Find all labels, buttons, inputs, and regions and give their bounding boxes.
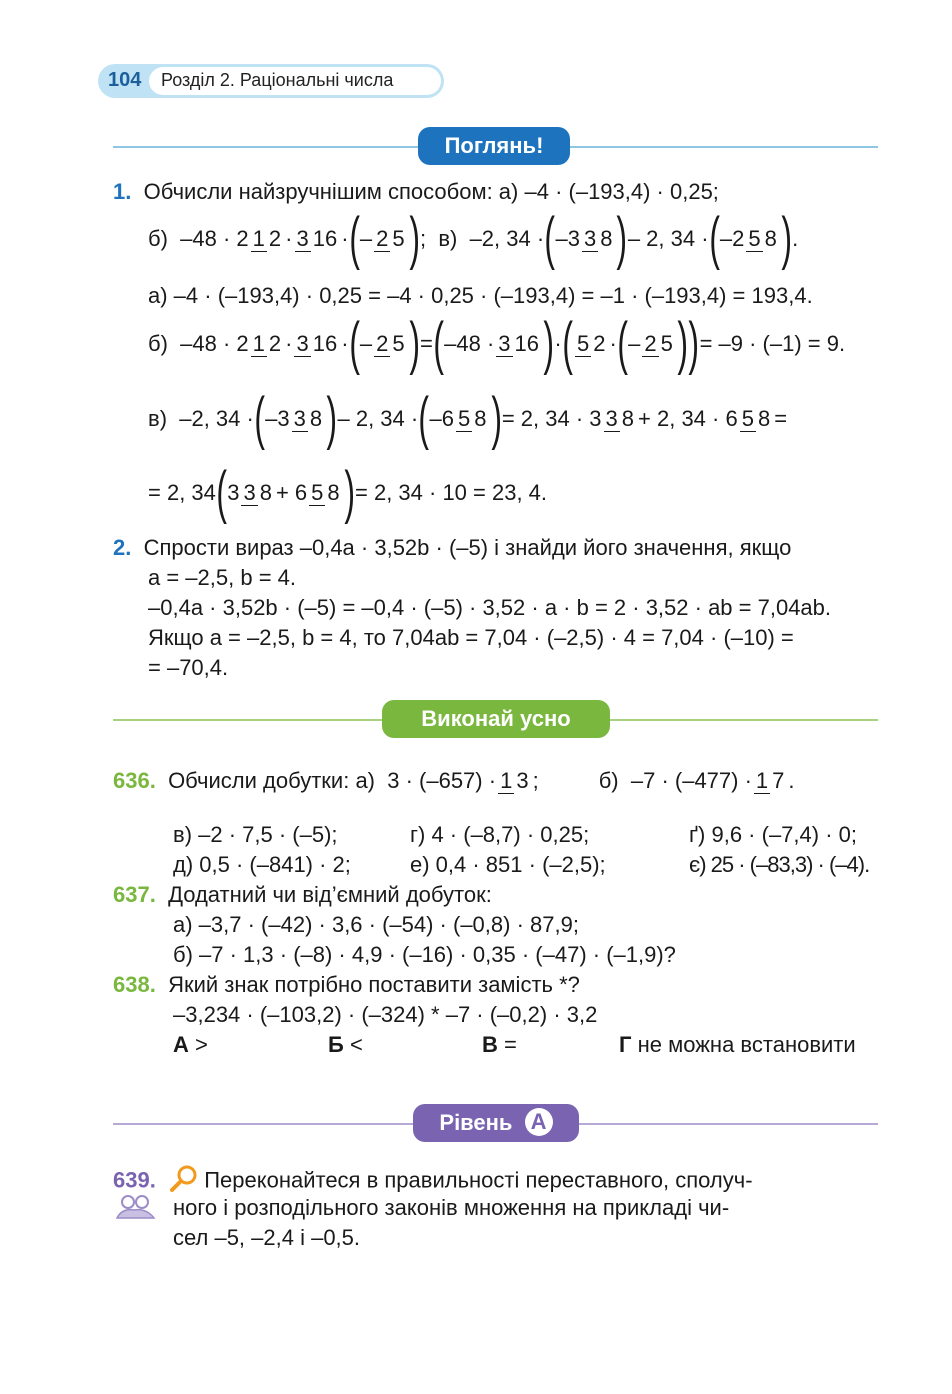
exercise-638-expression: –3,234 · (–103,2) · (–324) * –7 · (–0,2) · 3,2 (173, 1002, 598, 1027)
exercise-637-task: 637. Додатний чи від’ємний добуток: (113, 882, 492, 907)
exercise-number: 638. (113, 972, 156, 997)
section-level-title: Рівень А (413, 1104, 579, 1142)
exercise-number: 2. (113, 535, 132, 560)
exercise-637-b: б) –7 · 1,3 · (–8) · 4,9 · (–16) · 0,35 · (–47) · (–1,9)? (173, 942, 676, 967)
page-header (98, 64, 444, 98)
solution-v-2: = 2, 34 ( 3 3 8 + 6 5 8 ) = 2, 34 · 10 = 23, 4. (148, 460, 548, 525)
solution-b: б) –48 · 2 1 2 · 3 16 · ( – 2 5 ) = ( –48 · 3 16 ) · ( 5 2 · ( – 2 5 ) ) = –9 · (–1) = 9. (148, 311, 846, 376)
item-label: б) (148, 226, 168, 251)
option-v: В = (482, 1032, 517, 1057)
chapter-title: Розділ 2. Раціональні числа (161, 70, 394, 90)
exercise-2-line-5: = –70,4. (148, 655, 229, 680)
exercise-number: 636. (113, 768, 156, 793)
section-look-title: Поглянь! (418, 127, 570, 165)
exercise-1-task (113, 178, 719, 206)
pair-work-icon (114, 1194, 158, 1226)
exercise-638-task: 638. Який знак потрібно поставити замість *? (113, 972, 580, 997)
exercise-2-line-2: a = –2,5, b = 4. (148, 565, 297, 590)
exercise-number: 639. (113, 1167, 156, 1193)
exercise-639-line-1: 639. Переконайтеся в правильності переставного, сполуч- (113, 1164, 753, 1199)
exercise-2-line-4: Якщо a = –2,5, b = 4, то 7,04ab = 7,04 · (–2,5) · 4 = 7,04 · (–10) = (148, 625, 794, 650)
option-a: А > (173, 1032, 208, 1057)
exercise-637-a: а) –3,7 · (–42) · 3,6 · (–54) · (–0,8) · 87,9; (173, 912, 579, 937)
exercise-number: 1. (113, 179, 132, 204)
exercise-1-bv: б) –48 · 2 1 2 · 3 16 · ( – 2 5 ) ; в) –2, 34 · ( –3 3 8 ) – 2, 34 · ( –2 5 8 ) . (148, 206, 799, 271)
exercise-2-line-1: 2. Спрости вираз –0,4a · 3,52b · (–5) і знайди його значення, якщо (113, 535, 792, 560)
option-b: Б < (328, 1032, 363, 1057)
item-label: в) (438, 226, 458, 251)
exercise-2-line-3: –0,4a · 3,52b · (–5) = –0,4 · (–5) · 3,52 · a · b = 2 · 3,52 · ab = 7,04ab. (148, 595, 832, 620)
solution-a: а) –4 · (–193,4) · 0,25 = –4 · 0,25 · (–193,4) = –1 · (–193,4) = 193,4. (148, 283, 813, 308)
section-oral-title: Виконай усно (382, 700, 610, 738)
exercise-639-line-2: ного і розподільного законів множення на прикладі чи- (173, 1195, 730, 1220)
page-number: 104 (108, 69, 142, 91)
exercise-636-task: 636. Обчисли добутки: а) 3 · (–657) · 1 3 ; б) –7 · (–477) · 1 7 . (113, 768, 795, 793)
exercise-number: 637. (113, 882, 156, 907)
solution-v-1: в) –2, 34 · ( –3 3 8 ) – 2, 34 · ( –6 5 8 ) = 2, 34 · 3 3 8 + 2, 34 · 6 5 8 = (148, 386, 788, 451)
level-badge: А (525, 1108, 553, 1136)
option-g: Г не можна встановити (619, 1032, 856, 1057)
exercise-639-line-3: сел –5, –2,4 і –0,5. (173, 1225, 361, 1250)
task-text: Обчисли найзручнішим способом: а) –4 · (–193,4) · 0,25; (143, 179, 719, 204)
